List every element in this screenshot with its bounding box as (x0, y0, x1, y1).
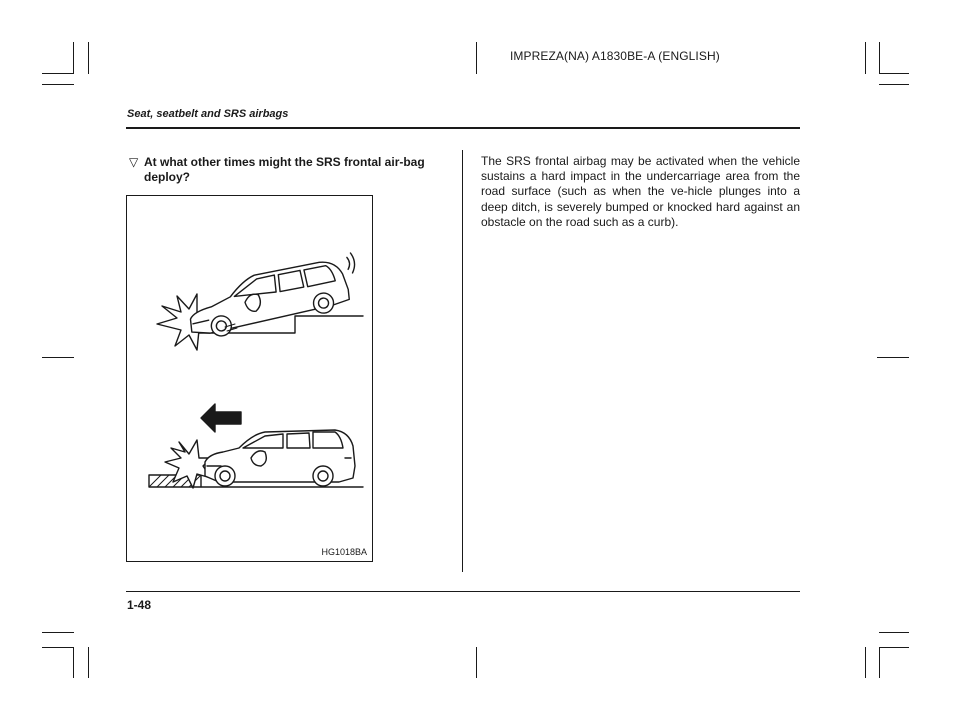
car-panel-2-icon (205, 430, 355, 486)
column-divider (462, 150, 463, 572)
crop-mark (879, 42, 880, 74)
crop-mark (42, 357, 74, 358)
crop-mark (42, 647, 74, 648)
figure-illustration (126, 195, 373, 562)
crop-mark (73, 42, 74, 74)
crop-mark (88, 42, 89, 74)
crop-mark (879, 647, 880, 678)
section-title: Seat, seatbelt and SRS airbags (127, 108, 289, 120)
crop-mark (42, 632, 74, 633)
question-text: At what other times might the SRS frontal air-bag deploy? (144, 155, 425, 184)
footer-rule (126, 591, 800, 592)
crop-mark (865, 42, 866, 74)
triangle-marker-icon: ▽ (129, 155, 139, 169)
car-panel-1-icon (185, 253, 360, 339)
figure-code: HG1018BA (321, 547, 367, 557)
page-number: 1-48 (127, 598, 152, 612)
body-paragraph: The SRS frontal airbag may be activated when the vehicle sustains a hard impact in the undercarriage area from the road surface (such as when the ve-hicle plunges into a deep ditch, is severely bumped or knocked hard against an obstacle on the road such as a curb). (481, 154, 800, 229)
illustration-art (127, 196, 373, 562)
crop-mark (42, 73, 74, 74)
crop-mark (879, 73, 909, 74)
document-code: IMPREZA(NA) A1830BE-A (ENGLISH) (510, 49, 720, 63)
crop-mark (476, 42, 477, 74)
crop-mark (73, 647, 74, 678)
crop-mark (879, 84, 909, 85)
crop-mark (42, 84, 74, 85)
crop-mark (88, 647, 89, 678)
crop-mark (877, 357, 909, 358)
crop-mark (476, 647, 477, 678)
crop-mark (879, 647, 909, 648)
question-heading (129, 155, 441, 185)
crop-mark (865, 647, 866, 678)
arrow-left-icon (201, 404, 241, 432)
crop-mark (879, 632, 909, 633)
header-rule (126, 127, 800, 129)
